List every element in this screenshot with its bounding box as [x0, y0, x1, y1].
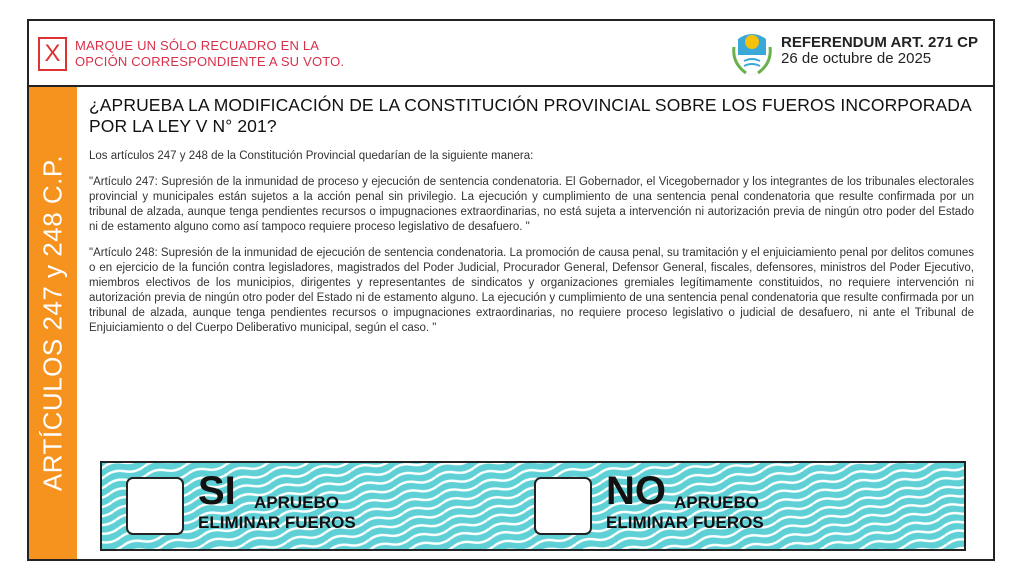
article-247-text: "Artículo 247: Supresión de la inmunidad de proceso y ejecución de sentencia condenatoria. El Gobernador, el Vicegobernador y los integrantes de los tribunales electorales provincial y municipales están sujetos a la acción penal sin privilegio. La ejecución y cumplimiento de una sentencia penal condenatoria que resulte confirmada por un tribunal de alzada, aunque tenga pendientes recursos o impugnaciones extraordinarias, no está sujeta a intervención ni autorización previa de ningún otro poder del Estado ni de estamento alguno como así tampoco requiere proceso legislativo de desafuero. " — [89, 176, 974, 233]
ballot-content — [89, 95, 974, 336]
no-checkbox[interactable] — [534, 477, 592, 535]
article-248-text: "Artículo 248: Supresión de la inmunidad de ejecución de sentencia condenatoria. La promoción de causa penal, su tramitación y el enjuiciamiento penal por delitos comunes o en ejercicio de la función contra legisladores, magistrados del Poder Judicial, Procurador General, Defensor General, fiscales, defensores, ministros del Poder Ejecutivo, miembros electivos de los municipios, dirigentes y representantes de sindicatos y organizaciones gremiales legítimamente constituidos, no requiere intervención ni autorización previa de ningún otro poder del Estado ni de estamento alguno. La ejecución y cumplimiento de una sentencia penal condenatoria que resulte confirmada por un tribunal de alzada, aunque tenga pendientes recursos o impugnaciones extraordinarias, no requiere proceso legislativo o judicial de desafuero, ni ante el Tribunal de Enjuiciamiento o del Cuerpo Deliberativo municipal, según el caso. " — [89, 247, 974, 334]
instruction-line-1: MARQUE UN SÓLO RECUADRO EN LA — [75, 38, 320, 53]
si-checkbox[interactable] — [126, 477, 184, 535]
referendum-title: REFERENDUM ART. 271 CP — [781, 34, 978, 51]
mark-example-box: X — [38, 37, 67, 71]
no-description: ELIMINAR FUEROS — [606, 513, 764, 532]
option-si[interactable] — [126, 469, 456, 537]
instruction-line-2: OPCIÓN CORRESPONDIENTE A SU VOTO. — [75, 54, 345, 69]
ballot — [27, 19, 995, 561]
referendum-info — [781, 35, 991, 67]
no-approve-label: APRUEBO — [674, 493, 760, 512]
si-label: SI — [198, 469, 236, 513]
si-approve-label: APRUEBO — [254, 493, 340, 512]
vote-options-area — [100, 461, 966, 551]
articles-sidebar — [29, 87, 77, 559]
intro-text: Los artículos 247 y 248 de la Constitución Provincial quedarían de la siguiente manera: — [89, 150, 534, 162]
no-label: NO — [606, 469, 666, 513]
si-description: ELIMINAR FUEROS — [198, 513, 356, 532]
voting-instruction — [75, 38, 405, 70]
referendum-question: ¿APRUEBA LA MODIFICACIÓN DE LA CONSTITUCIÓN PROVINCIAL SOBRE LOS FUEROS INCORPORADA POR LA LEY V N° 201? — [89, 95, 971, 136]
provincial-shield-icon — [732, 27, 772, 77]
ballot-header — [29, 21, 993, 87]
option-no[interactable] — [534, 469, 864, 537]
sidebar-label: ARTÍCULOS 247 y 248 C.P. — [37, 154, 68, 492]
referendum-date: 26 de octubre de 2025 — [781, 50, 932, 67]
